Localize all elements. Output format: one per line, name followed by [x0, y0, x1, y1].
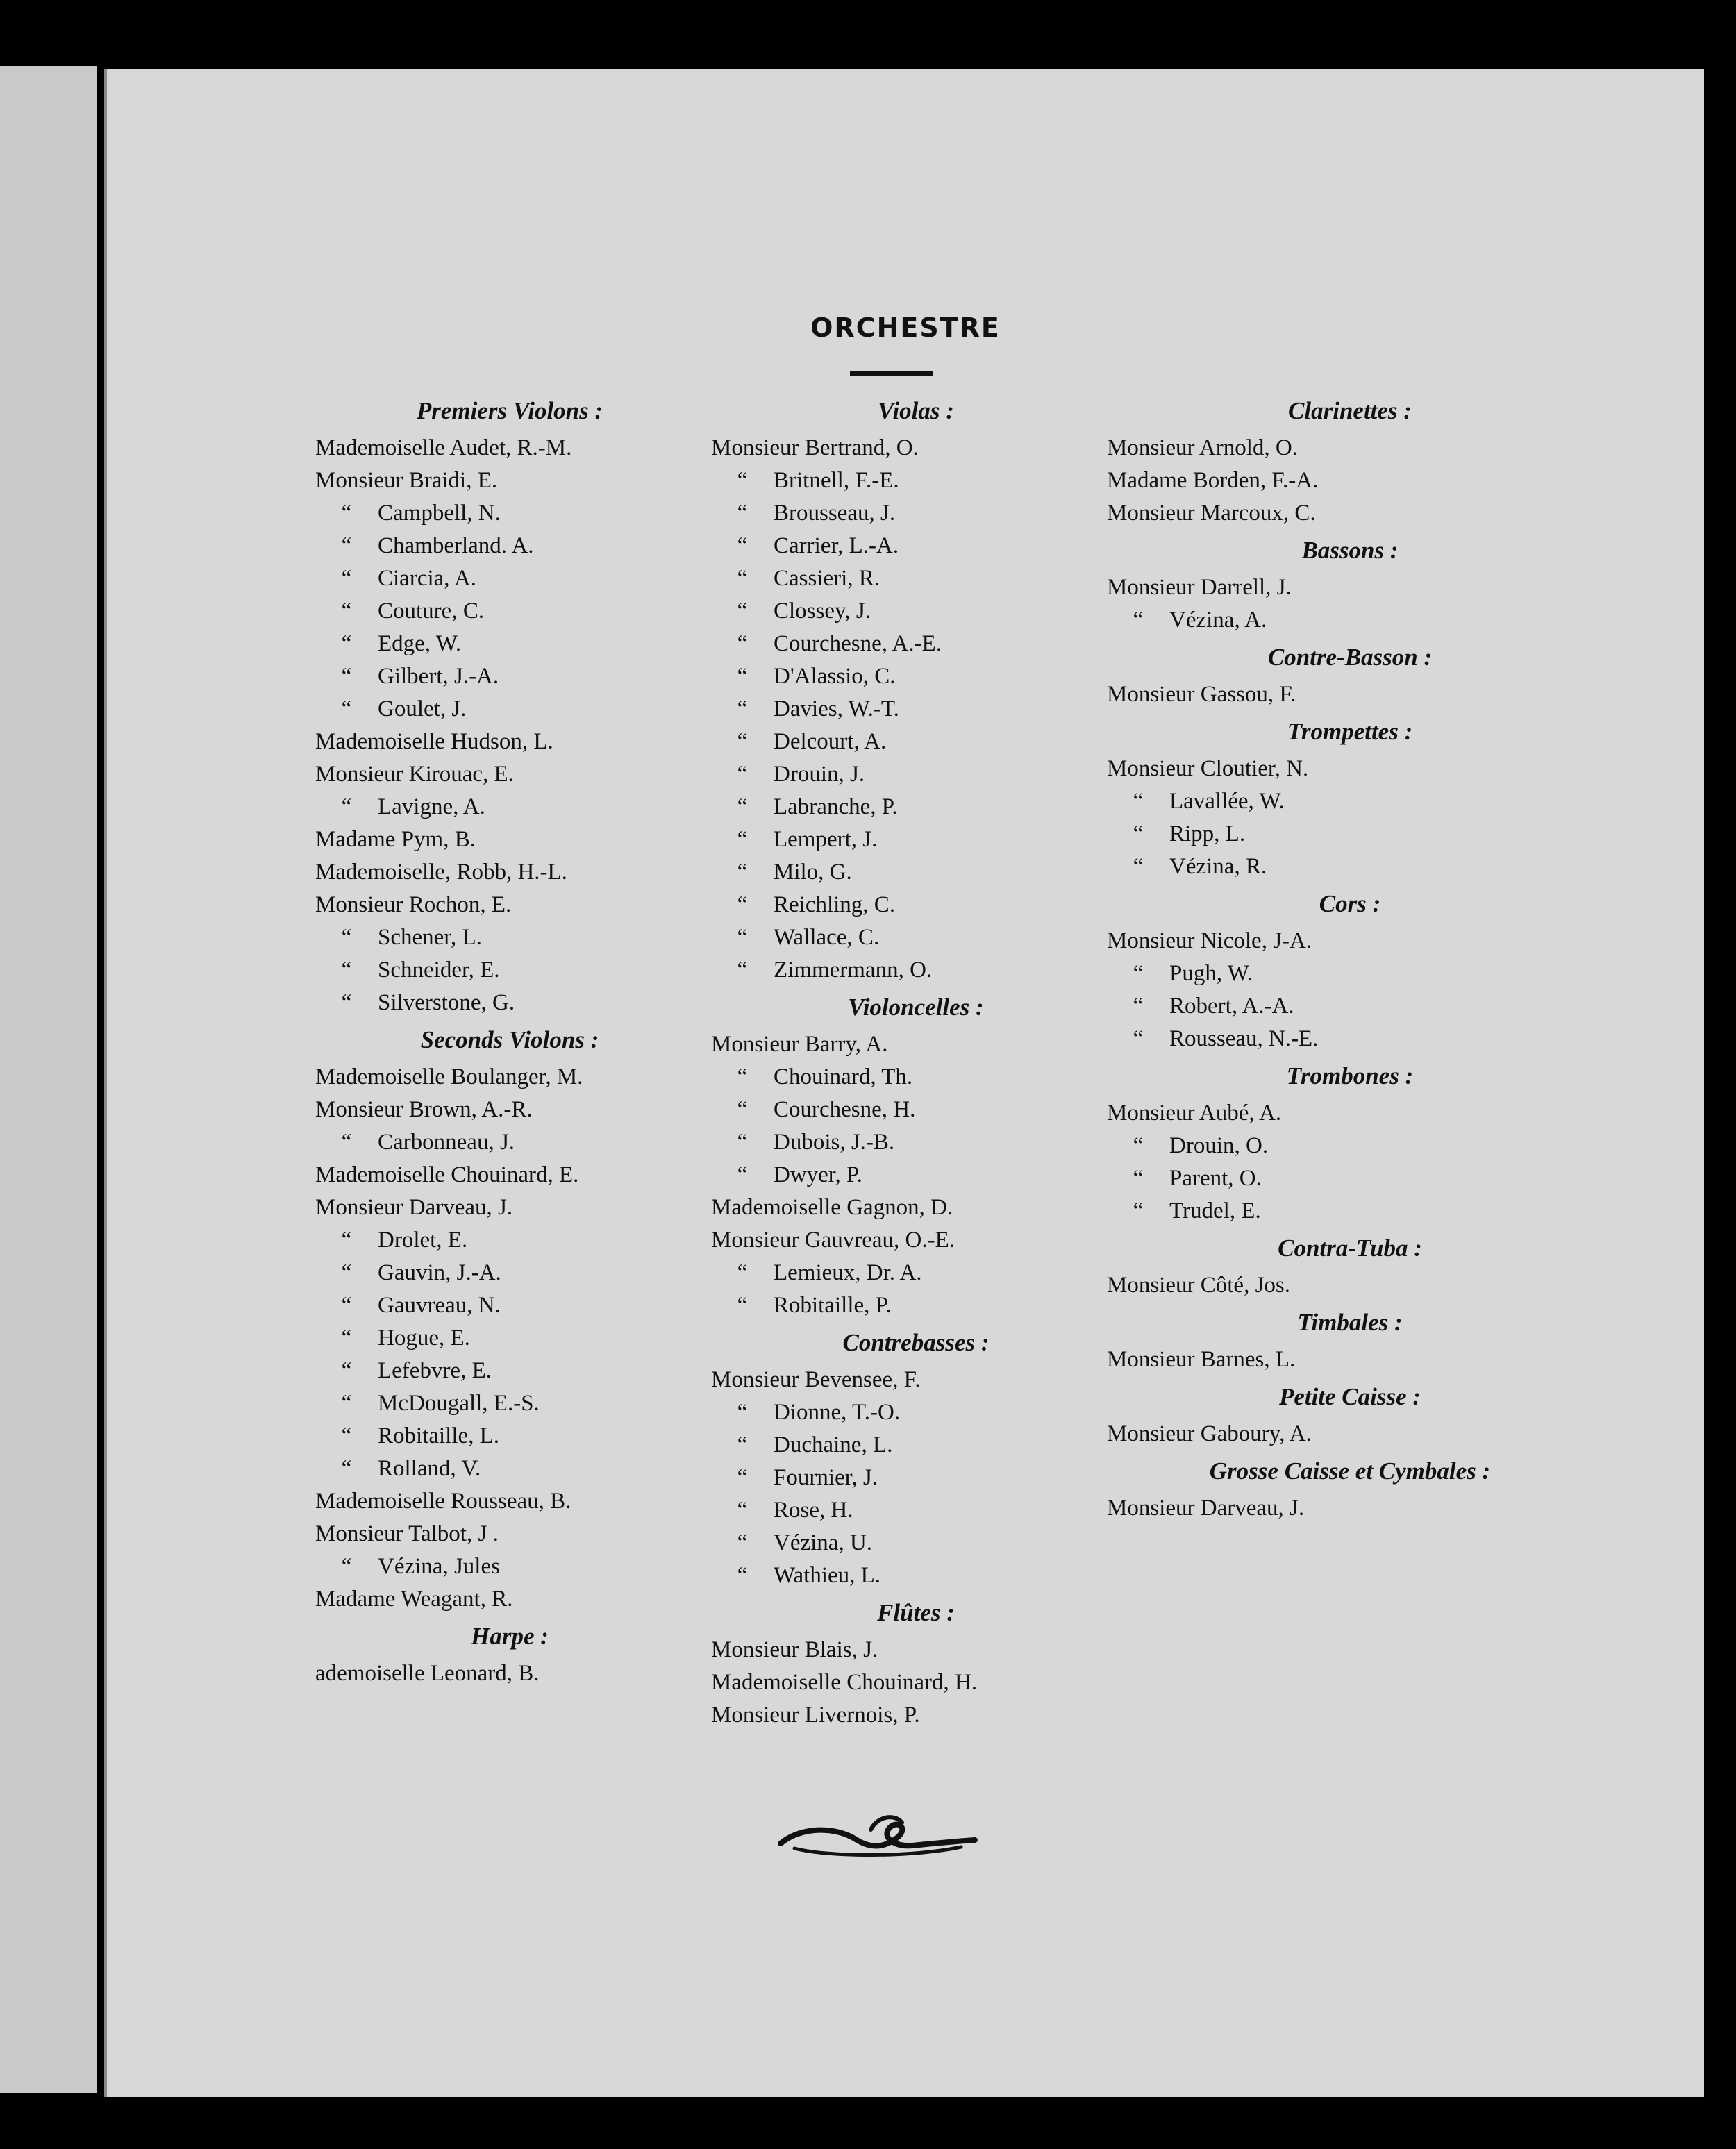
ditto-mark: “ [737, 664, 748, 689]
ditto-mark: “ [1133, 1166, 1144, 1191]
member-name: Monsieur Gauvreau, O.-E. [711, 1228, 955, 1253]
member-name: Madame Weagant, R. [315, 1587, 513, 1612]
member-name: Rose, H. [774, 1498, 853, 1523]
list-item [315, 497, 704, 530]
member-name: Monsieur Nicole, J-A. [1107, 928, 1312, 953]
list-item [315, 1550, 704, 1583]
ditto-mark: “ [737, 1260, 748, 1285]
member-name: Duchaine, L. [774, 1432, 893, 1457]
ditto-mark: “ [1133, 608, 1144, 633]
member-name: Edge, W. [378, 631, 462, 656]
list-item [315, 660, 704, 693]
ditto-mark: “ [341, 533, 352, 558]
ditto-mark: “ [737, 1097, 748, 1122]
list-item [1107, 571, 1593, 604]
list-item [711, 1462, 1121, 1494]
list-item [711, 1159, 1121, 1191]
member-name: Mademoiselle Chouinard, H. [711, 1670, 978, 1695]
list-item [315, 530, 704, 562]
member-name: Monsieur Darveau, J. [315, 1195, 513, 1220]
list-item [1107, 1130, 1593, 1162]
document-page [104, 69, 1704, 2097]
ditto-mark: “ [737, 631, 748, 656]
list-item [1107, 1269, 1593, 1302]
list-item [711, 628, 1121, 660]
ditto-mark: “ [1133, 1198, 1144, 1223]
ditto-mark: “ [737, 925, 748, 950]
column-1 [315, 390, 704, 1690]
list-item [1107, 1344, 1593, 1376]
ditto-mark: “ [1133, 1026, 1144, 1051]
ditto-mark: “ [341, 958, 352, 982]
list-item [315, 1518, 704, 1550]
list-item [711, 1396, 1121, 1429]
list-item [711, 497, 1121, 530]
ditto-mark: “ [341, 794, 352, 819]
member-name: Robitaille, L. [378, 1423, 500, 1448]
list-item [711, 921, 1121, 954]
member-name: Mademoiselle Boulanger, M. [315, 1064, 583, 1089]
list-item [315, 889, 704, 921]
ditto-mark: “ [737, 729, 748, 754]
section-heading: Flûtes : [877, 1599, 955, 1626]
ditto-mark: “ [341, 631, 352, 656]
list-item [711, 1560, 1121, 1592]
list-item [315, 1094, 704, 1126]
member-name: Lefebvre, E. [378, 1358, 492, 1383]
member-name: Monsieur Barry, A. [711, 1032, 888, 1057]
list-item [711, 1494, 1121, 1527]
member-name: Gilbert, J.-A. [378, 664, 499, 689]
member-name: Fournier, J. [774, 1465, 878, 1490]
ditto-mark: “ [737, 827, 748, 852]
list-item [315, 1289, 704, 1322]
member-name: Brousseau, J. [774, 501, 896, 526]
ditto-mark: “ [341, 599, 352, 624]
ditto-mark: “ [341, 990, 352, 1015]
member-name: Monsieur Bertrand, O. [711, 435, 919, 460]
ditto-mark: “ [1133, 821, 1144, 846]
member-name: Lavallée, W. [1169, 789, 1285, 814]
ditto-mark: “ [341, 1228, 352, 1253]
list-item [711, 726, 1121, 758]
list-item [711, 1257, 1121, 1289]
member-name: Monsieur Darveau, J. [1107, 1496, 1305, 1521]
section-heading: Violoncelles : [848, 994, 984, 1021]
member-name: Madame Pym, B. [315, 827, 476, 852]
member-name: Delcourt, A. [774, 729, 887, 754]
member-name: Rolland, V. [378, 1456, 481, 1481]
ditto-mark: “ [737, 892, 748, 917]
list-item [711, 562, 1121, 595]
list-item [711, 1289, 1121, 1322]
member-name: Monsieur Brown, A.-R. [315, 1097, 533, 1122]
list-item [315, 1191, 704, 1224]
previous-page-edge [0, 66, 97, 2093]
member-name: Chouinard, Th. [774, 1064, 913, 1089]
list-item [1107, 851, 1593, 883]
member-name: Vézina, A. [1169, 608, 1267, 633]
list-item [711, 660, 1121, 693]
ditto-mark: “ [737, 501, 748, 526]
list-item [711, 1699, 1121, 1732]
member-name: Mademoiselle Hudson, L. [315, 729, 553, 754]
member-name: Monsieur Bevensee, F. [711, 1367, 921, 1392]
list-item [1107, 1418, 1593, 1450]
list-item [1107, 1195, 1593, 1228]
member-name: Lempert, J. [774, 827, 878, 852]
list-item [711, 1126, 1121, 1159]
list-item [1107, 497, 1593, 530]
member-name: McDougall, E.-S. [378, 1391, 540, 1416]
list-item [315, 856, 704, 889]
list-item [315, 1387, 704, 1420]
ditto-mark: “ [341, 1456, 352, 1481]
ditto-mark: “ [1133, 854, 1144, 879]
member-name: Milo, G. [774, 860, 852, 885]
member-name: Lemieux, Dr. A. [774, 1260, 922, 1285]
ditto-mark: “ [341, 1130, 352, 1155]
ditto-mark: “ [737, 468, 748, 493]
ditto-mark: “ [341, 664, 352, 689]
list-item [711, 595, 1121, 628]
member-name: D'Alassio, C. [774, 664, 896, 689]
ditto-mark: “ [737, 1563, 748, 1588]
list-item [711, 889, 1121, 921]
list-item [1107, 465, 1593, 497]
section-heading: Harpe : [471, 1623, 549, 1650]
member-name: Gauvin, J.-A. [378, 1260, 501, 1285]
list-item [711, 465, 1121, 497]
ditto-mark: “ [341, 1326, 352, 1351]
member-name: Wathieu, L. [774, 1563, 881, 1588]
list-item [1107, 1162, 1593, 1195]
ditto-mark: “ [341, 1358, 352, 1383]
member-name: Monsieur Braidi, E. [315, 468, 498, 493]
member-name: Robert, A.-A. [1169, 994, 1294, 1019]
section-heading: Contra-Tuba : [1278, 1235, 1422, 1262]
member-name: Schener, L. [378, 925, 482, 950]
list-item [711, 758, 1121, 791]
list-item [1107, 753, 1593, 785]
ditto-mark: “ [341, 1391, 352, 1416]
ditto-mark: “ [737, 1530, 748, 1555]
member-name: Monsieur Rochon, E. [315, 892, 512, 917]
member-name: Ciarcia, A. [378, 566, 477, 591]
section-heading: Cors : [1319, 890, 1381, 917]
ditto-mark: “ [737, 696, 748, 721]
section-heading: Contre-Basson : [1267, 644, 1433, 671]
member-name: Goulet, J. [378, 696, 467, 721]
member-name: Monsieur Arnold, O. [1107, 435, 1298, 460]
member-name: Dubois, J.-B. [774, 1130, 895, 1155]
section-heading: Contrebasses : [842, 1329, 990, 1356]
list-item [315, 1420, 704, 1453]
list-item [315, 921, 704, 954]
list-item [711, 1061, 1121, 1094]
list-item [315, 1126, 704, 1159]
member-name: Robitaille, P. [774, 1293, 892, 1318]
list-item [711, 856, 1121, 889]
member-name: Monsieur Gassou, F. [1107, 682, 1296, 707]
list-item [315, 1322, 704, 1355]
ditto-mark: “ [1133, 1133, 1144, 1158]
list-item [711, 791, 1121, 823]
member-name: Vézina, U. [774, 1530, 873, 1555]
ditto-mark: “ [737, 958, 748, 982]
member-name: Chamberland. A. [378, 533, 534, 558]
section-heading: Timbales : [1297, 1309, 1403, 1336]
list-item [315, 1257, 704, 1289]
ditto-mark: “ [737, 1432, 748, 1457]
ditto-mark: “ [737, 1064, 748, 1089]
member-name: Carbonneau, J. [378, 1130, 515, 1155]
ditto-mark: “ [737, 1400, 748, 1425]
column-3 [1107, 390, 1593, 1525]
ditto-mark: “ [341, 925, 352, 950]
list-item [1107, 818, 1593, 851]
ditto-mark: “ [737, 1130, 748, 1155]
section-heading: Clarinettes : [1288, 397, 1412, 424]
list-item [1107, 604, 1593, 637]
member-name: Rousseau, N.-E. [1169, 1026, 1319, 1051]
ditto-mark: “ [1133, 961, 1144, 986]
member-name: Cassieri, R. [774, 566, 880, 591]
member-name: Gauvreau, N. [378, 1293, 501, 1318]
ditto-mark: “ [737, 566, 748, 591]
list-item [315, 1061, 704, 1094]
list-item [711, 1028, 1121, 1061]
member-name: ademoiselle Leonard, B. [315, 1661, 540, 1686]
member-name: Silverstone, G. [378, 990, 515, 1015]
ditto-mark: “ [737, 533, 748, 558]
member-name: Davies, W.-T. [774, 696, 899, 721]
title-rule [850, 371, 933, 376]
ditto-mark: “ [341, 501, 352, 526]
list-item [711, 1191, 1121, 1224]
member-name: Reichling, C. [774, 892, 896, 917]
list-item [315, 1583, 704, 1616]
list-item [711, 954, 1121, 987]
ditto-mark: “ [1133, 994, 1144, 1019]
list-item [315, 1224, 704, 1257]
member-name: Mademoiselle Chouinard, E. [315, 1162, 579, 1187]
section-heading: Petite Caisse : [1278, 1383, 1421, 1410]
member-name: Schneider, E. [378, 958, 500, 982]
member-name: Campbell, N. [378, 501, 501, 526]
list-item [315, 758, 704, 791]
member-name: Courchesne, H. [774, 1097, 916, 1122]
list-item [315, 1453, 704, 1485]
member-name: Dwyer, P. [774, 1162, 862, 1187]
ditto-mark: “ [341, 566, 352, 591]
section-heading: Violas : [878, 397, 954, 424]
member-name: Monsieur Gaboury, A. [1107, 1421, 1312, 1446]
member-name: Monsieur Darrell, J. [1107, 575, 1292, 600]
member-name: Monsieur Kirouac, E. [315, 762, 514, 787]
member-name: Madame Borden, F.-A. [1107, 468, 1319, 493]
member-name: Hogue, E. [378, 1326, 470, 1351]
list-item [711, 1666, 1121, 1699]
member-name: Monsieur Talbot, J . [315, 1521, 499, 1546]
ditto-mark: “ [737, 762, 748, 787]
member-name: Pugh, W. [1169, 961, 1253, 986]
column-2 [711, 390, 1121, 1732]
member-name: Ripp, L. [1169, 821, 1246, 846]
member-name: Dionne, T.-O. [774, 1400, 901, 1425]
member-name: Zimmermann, O. [774, 958, 933, 982]
ditto-mark: “ [341, 696, 352, 721]
list-item [315, 726, 704, 758]
list-item [711, 530, 1121, 562]
member-name: Britnell, F.-E. [774, 468, 899, 493]
list-item [315, 595, 704, 628]
list-item [711, 823, 1121, 856]
list-item [315, 823, 704, 856]
page-title: ORCHESTRE [810, 312, 1001, 343]
ditto-mark: “ [341, 1554, 352, 1579]
ditto-mark: “ [737, 794, 748, 819]
list-item [315, 1159, 704, 1191]
member-name: Monsieur Livernois, P. [711, 1703, 920, 1728]
list-item [315, 562, 704, 595]
list-item [711, 1429, 1121, 1462]
list-item [1107, 958, 1593, 990]
list-item [1107, 432, 1593, 465]
list-item [1107, 925, 1593, 958]
list-item [711, 1364, 1121, 1396]
ornament-flourish-icon [774, 1805, 982, 1868]
section-heading: Trombones : [1286, 1062, 1414, 1089]
list-item [711, 1527, 1121, 1560]
list-item [315, 954, 704, 987]
member-name: Drolet, E. [378, 1228, 468, 1253]
member-name: Drouin, O. [1169, 1133, 1269, 1158]
member-name: Mademoiselle Rousseau, B. [315, 1489, 571, 1514]
ditto-mark: “ [341, 1423, 352, 1448]
ditto-mark: “ [737, 599, 748, 624]
list-item [711, 1094, 1121, 1126]
section-heading: Premiers Violons : [416, 397, 603, 424]
list-item [1107, 1492, 1593, 1525]
list-item [711, 1634, 1121, 1666]
member-name: Monsieur Cloutier, N. [1107, 756, 1309, 781]
list-item [315, 1485, 704, 1518]
list-item [315, 465, 704, 497]
section-heading: Bassons : [1301, 537, 1399, 564]
member-name: Vézina, Jules [378, 1554, 500, 1579]
member-name: Couture, C. [378, 599, 485, 624]
ditto-mark: “ [737, 1162, 748, 1187]
list-item [1107, 990, 1593, 1023]
ditto-mark: “ [737, 1293, 748, 1318]
ditto-mark: “ [737, 860, 748, 885]
list-item [315, 628, 704, 660]
member-name: Mademoiselle Gagnon, D. [711, 1195, 953, 1220]
member-name: Parent, O. [1169, 1166, 1262, 1191]
member-name: Monsieur Marcoux, C. [1107, 501, 1316, 526]
member-name: Drouin, J. [774, 762, 865, 787]
member-name: Monsieur Blais, J. [711, 1637, 878, 1662]
list-item [1107, 1023, 1593, 1055]
member-name: Courchesne, A.-E. [774, 631, 942, 656]
member-name: Wallace, C. [774, 925, 880, 950]
section-heading: Grosse Caisse et Cymbales : [1209, 1457, 1491, 1485]
member-name: Monsieur Aubé, A. [1107, 1101, 1282, 1126]
member-name: Monsieur Côté, Jos. [1107, 1273, 1290, 1298]
list-item [711, 432, 1121, 465]
list-item [1107, 785, 1593, 818]
ditto-mark: “ [341, 1260, 352, 1285]
member-name: Labranche, P. [774, 794, 898, 819]
list-item [315, 693, 704, 726]
list-item [315, 1657, 704, 1690]
member-name: Mademoiselle, Robb, H.-L. [315, 860, 567, 885]
member-name: Monsieur Barnes, L. [1107, 1347, 1296, 1372]
member-name: Clossey, J. [774, 599, 871, 624]
list-item [1107, 1097, 1593, 1130]
list-item [315, 791, 704, 823]
list-item [315, 987, 704, 1019]
ditto-mark: “ [341, 1293, 352, 1318]
section-heading: Seconds Violons : [420, 1026, 599, 1053]
member-name: Trudel, E. [1169, 1198, 1261, 1223]
ditto-mark: “ [737, 1498, 748, 1523]
list-item [711, 693, 1121, 726]
ditto-mark: “ [737, 1465, 748, 1490]
member-name: Carrier, L.-A. [774, 533, 899, 558]
section-heading: Trompettes : [1287, 718, 1413, 745]
list-item [315, 432, 704, 465]
member-name: Vézina, R. [1169, 854, 1267, 879]
list-item [1107, 678, 1593, 711]
list-item [711, 1224, 1121, 1257]
ditto-mark: “ [1133, 789, 1144, 814]
member-name: Lavigne, A. [378, 794, 485, 819]
member-name: Mademoiselle Audet, R.-M. [315, 435, 572, 460]
list-item [315, 1355, 704, 1387]
